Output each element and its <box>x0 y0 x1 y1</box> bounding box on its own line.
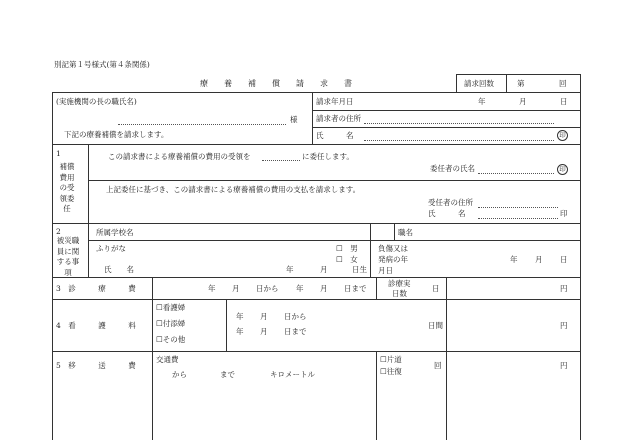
injury-label-1: 負傷又は <box>378 244 408 253</box>
medical-fee-yen: 円 <box>560 284 568 293</box>
delegator-name-label: 委任者の氏名 <box>430 164 475 173</box>
injury-label-3: 月日 <box>378 266 393 275</box>
nursing-month-from[interactable]: 月 <box>260 312 268 321</box>
birth-day[interactable]: 日生 <box>352 265 367 274</box>
transport-km: キロメートル <box>270 370 315 379</box>
nursing-fee-label: 4 看 護 料 <box>56 321 136 330</box>
recipient-address-label: 受任者の住所 <box>428 198 473 207</box>
medical-year-from[interactable]: 年 <box>208 284 216 293</box>
seal-icon: 印 <box>557 130 568 141</box>
other-checkbox[interactable]: ☐その他 <box>156 335 186 344</box>
transport-to: まで <box>220 370 235 379</box>
request-statement: 下記の療養補償を請求します。 <box>64 130 169 139</box>
delegation-post: に委任します。 <box>302 152 354 161</box>
recipient-name-field[interactable] <box>478 218 558 219</box>
treatment-days-label-1: 診療実 <box>388 279 411 288</box>
nursing-year-from[interactable]: 年 <box>236 312 244 321</box>
round-trip-checkbox[interactable]: ☐往復 <box>380 367 402 376</box>
request-month[interactable]: 月 <box>519 97 527 106</box>
requester-address-label: 請求者の住所 <box>316 114 361 123</box>
injury-year[interactable]: 年 <box>510 255 518 264</box>
nursing-year-to[interactable]: 年 <box>236 327 244 336</box>
request-year[interactable]: 年 <box>478 97 486 106</box>
medical-month-from[interactable]: 月 <box>232 284 240 293</box>
school-label: 所属学校名 <box>96 228 134 237</box>
nursing-month-to[interactable]: 月 <box>260 327 268 336</box>
birth-year[interactable]: 年 <box>286 265 294 274</box>
one-way-checkbox[interactable]: ☐片道 <box>380 355 402 364</box>
section2-number: 2 <box>56 227 61 236</box>
request-day[interactable]: 日 <box>560 97 568 106</box>
nursing-fee-yen: 円 <box>560 321 568 330</box>
gender-female-checkbox[interactable]: ☐ 女 <box>336 255 358 264</box>
medical-to: 日まで <box>344 284 367 293</box>
form-number: 別記第１号様式(第４条関係) <box>54 60 150 69</box>
form-title: 療 養 補 償 請 求 書 <box>200 79 352 88</box>
medical-fee-label: 3 診 療 費 <box>56 284 136 293</box>
nursing-to: 日まで <box>284 327 307 336</box>
delegation-pre: この請求書による療養補償の費用の受領を <box>108 152 251 161</box>
recipient-address-field[interactable] <box>478 207 558 208</box>
request-count-prefix: 第 <box>517 79 525 88</box>
section1-number: 1 <box>56 149 61 158</box>
delegator-name-field[interactable] <box>478 173 554 174</box>
section1-heading: 補償費用の受領委任 <box>59 162 75 213</box>
medical-month-to[interactable]: 月 <box>320 284 328 293</box>
medical-year-to[interactable]: 年 <box>296 284 304 293</box>
transport-from: から <box>172 370 187 379</box>
treatment-days-label-2: 日数 <box>392 289 407 298</box>
nursing-days-label: 日間 <box>428 321 443 330</box>
birth-month[interactable]: 月 <box>320 265 328 274</box>
recipient-seal: 印 <box>560 209 568 218</box>
requester-name-label: 氏 名 <box>316 131 354 140</box>
nursing-from: 日から <box>284 312 307 321</box>
recipient-name-label: 氏 名 <box>428 209 466 218</box>
injury-label-2: 発病の年 <box>378 255 408 264</box>
delegate-field[interactable] <box>262 160 300 161</box>
seal-icon: 印 <box>557 164 568 175</box>
attendant-checkbox[interactable]: ☐付添婦 <box>156 319 186 328</box>
transport-cost-label: 交通費 <box>156 355 179 364</box>
medical-from: 日から <box>256 284 279 293</box>
employee-name-label: 氏 名 <box>104 265 134 274</box>
honorific: 様 <box>290 115 298 124</box>
furigana-label: ふりがな <box>96 244 126 253</box>
injury-month[interactable]: 月 <box>535 255 543 264</box>
treatment-days-unit: 日 <box>432 284 440 293</box>
request-date-label: 請求年月日 <box>316 97 354 106</box>
requester-address-field[interactable] <box>364 123 554 124</box>
gender-male-checkbox[interactable]: ☐ 男 <box>336 244 358 253</box>
position-label: 職名 <box>398 228 413 237</box>
requester-name-field[interactable] <box>364 140 554 141</box>
section2-heading: 被災職員に関する事項 <box>56 236 80 277</box>
transport-fee-label: 5 移 送 費 <box>56 361 136 370</box>
nurse-checkbox[interactable]: ☐看護婦 <box>156 303 186 312</box>
transport-fee-yen: 円 <box>560 361 568 370</box>
transport-times: 回 <box>434 361 442 370</box>
injury-day[interactable]: 日 <box>560 255 568 264</box>
accept-statement: 上記委任に基づき、この請求書による療養補償の費用の支払を請求します。 <box>106 185 361 194</box>
request-count-suffix: 回 <box>559 79 567 88</box>
request-count-label: 請求回数 <box>464 79 494 88</box>
agency-label: (実施機関の長の職氏名) <box>56 97 137 106</box>
